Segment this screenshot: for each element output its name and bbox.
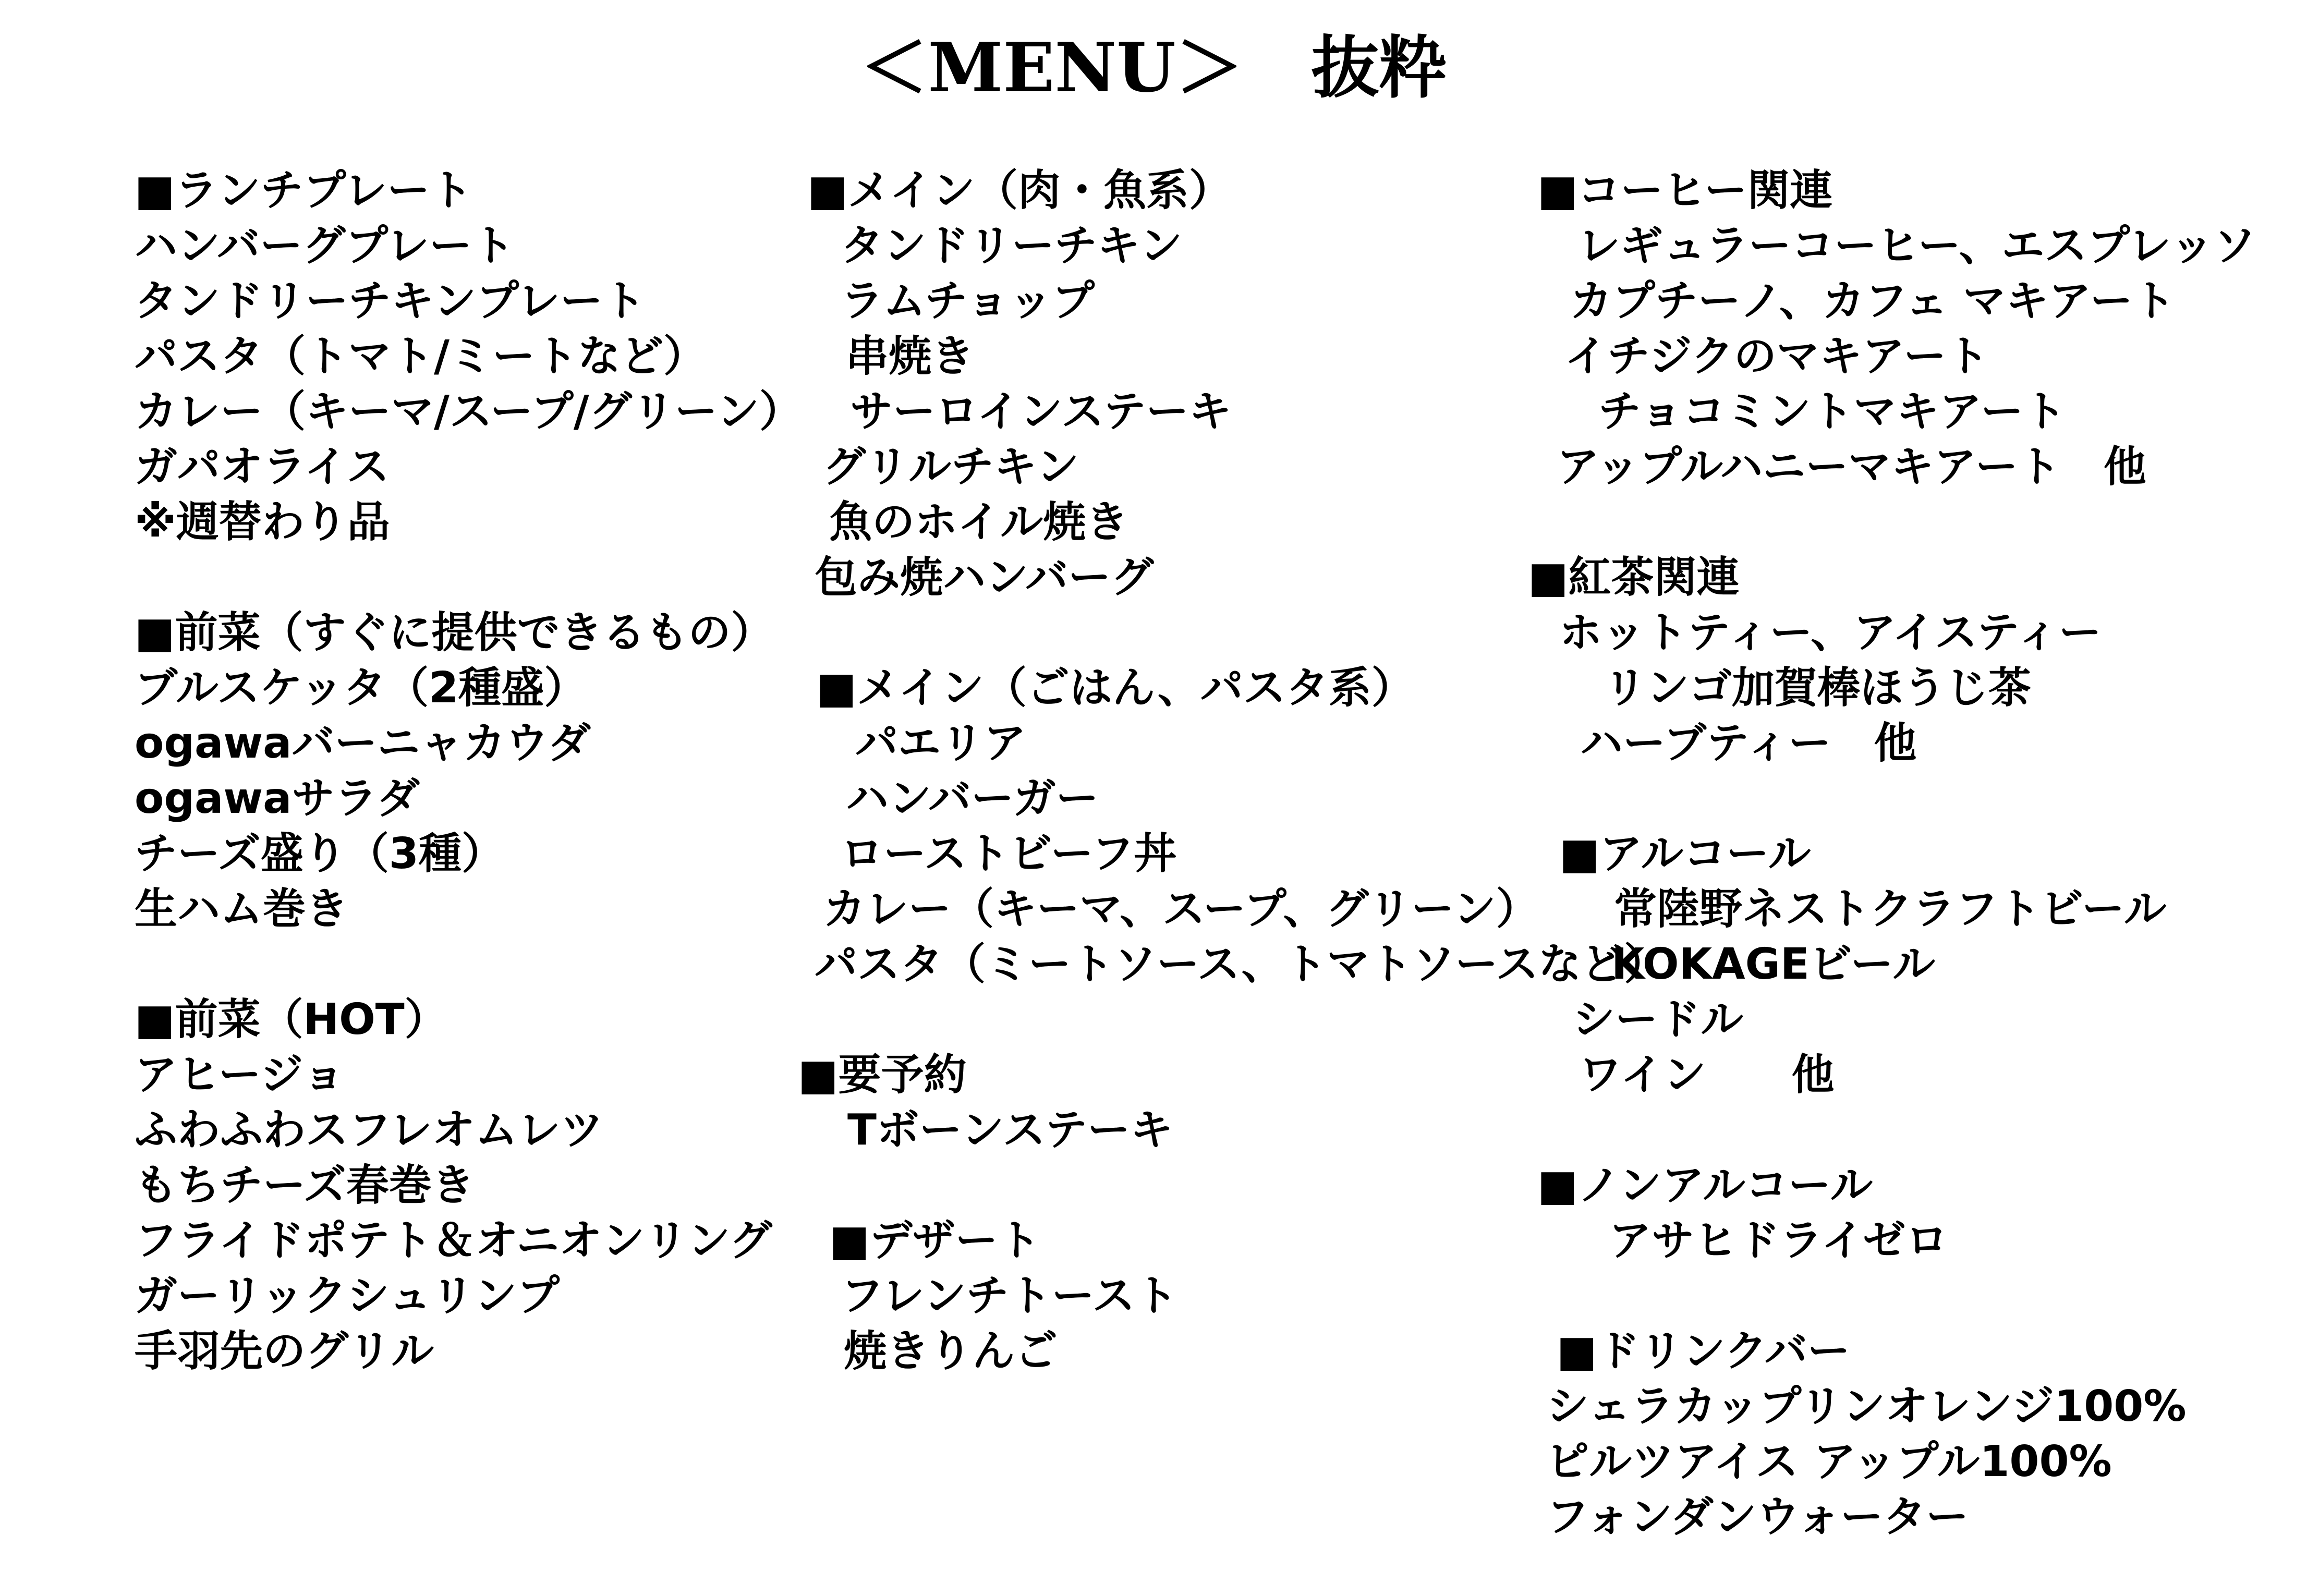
menu-item: タンドリーチキン bbox=[841, 221, 1183, 271]
menu-item: パスタ（ミートソース、トマトソースなど） bbox=[815, 940, 1667, 989]
menu-item: フォンダンウォーター bbox=[1546, 1492, 1969, 1542]
menu-item: チーズ盛り（3種） bbox=[135, 829, 504, 879]
menu-item: ワイン 他 bbox=[1579, 1050, 1835, 1100]
menu-item: リンゴ加賀棒ほうじ茶 bbox=[1604, 663, 2032, 713]
menu-item: カプチーノ、カフェ マキアート bbox=[1570, 276, 2176, 326]
section-heading-tea: ■紅茶関連 bbox=[1528, 553, 1740, 602]
menu-item: ガーリックシュリンプ bbox=[135, 1271, 560, 1321]
menu-item: シードル bbox=[1572, 995, 1744, 1044]
section-heading-coffee: ■コーヒー関連 bbox=[1537, 166, 1833, 215]
section-heading-main-rice-pasta: ■メイン（ごはん、パスタ系） bbox=[816, 663, 1414, 713]
menu-item: 手羽先のグリル bbox=[135, 1326, 434, 1376]
section-heading-main-meat-fish: ■メイン（肉・魚系） bbox=[807, 166, 1232, 215]
menu-item: ホットティー、アイスティー bbox=[1559, 608, 2102, 657]
menu-item: ガパオライス bbox=[135, 442, 390, 492]
menu-item: カレー（キーマ/スープ/グリーン） bbox=[135, 387, 803, 436]
section-heading-reservation: ■要予約 bbox=[798, 1050, 967, 1100]
page-title: ＜MENU＞ 抜粋 bbox=[860, 28, 1447, 107]
menu-item: イチジクのマキアート bbox=[1564, 332, 1989, 381]
menu-item: ※週替わり品 bbox=[135, 497, 390, 547]
menu-item: カレー（キーマ、スープ、グリーン） bbox=[823, 884, 1539, 934]
menu-item: 生ハム巻き bbox=[135, 884, 349, 934]
menu-item: アサヒドライゼロ bbox=[1609, 1216, 1949, 1265]
menu-item: 常陸野ネストクラフトビール bbox=[1614, 884, 2167, 934]
section-heading-drink-bar: ■ドリンクバー bbox=[1557, 1326, 1850, 1376]
menu-item: チョコミントマキアート bbox=[1598, 387, 2067, 436]
menu-item: ogawaサラダ bbox=[135, 774, 420, 823]
section-heading-lunch-plate: ■ランチプレート bbox=[135, 166, 473, 215]
menu-item: ローストビーフ丼 bbox=[841, 829, 1177, 879]
menu-item: KOKAGEビール bbox=[1611, 940, 1935, 989]
menu-item: レギュラーコーヒー、エスプレッソ bbox=[1577, 221, 2256, 271]
menu-item: アヒージョ bbox=[135, 1050, 345, 1100]
menu-item: ハーブティー 他 bbox=[1580, 718, 1917, 768]
section-heading-dessert: ■デザート bbox=[829, 1216, 1041, 1265]
menu-item: ピルツアイス アップル100% bbox=[1546, 1437, 2112, 1487]
menu-item: 串焼き bbox=[846, 332, 975, 381]
menu-item: フレンチトースト bbox=[841, 1271, 1178, 1321]
section-heading-alcohol: ■アルコール bbox=[1559, 829, 1811, 879]
section-heading-non-alcohol: ■ノンアルコール bbox=[1537, 1161, 1873, 1210]
menu-item: シェラカップリンオレンジ100% bbox=[1546, 1382, 2187, 1431]
menu-item: もちチーズ春巻き bbox=[135, 1161, 475, 1210]
menu-item: フライドポテト＆オニオンリング bbox=[135, 1216, 772, 1265]
menu-item: パスタ（トマト/ミートなど） bbox=[135, 332, 706, 381]
menu-item: ハンバーガー bbox=[846, 774, 1099, 823]
menu-item: ラムチョップ bbox=[841, 276, 1095, 326]
menu-item: 包み焼ハンバーグ bbox=[815, 553, 1154, 602]
menu-item: タンドリーチキンプレート bbox=[135, 276, 646, 326]
menu-item: パエリア bbox=[855, 718, 1027, 768]
menu-item: ふわふわスフレオムレツ bbox=[135, 1105, 603, 1155]
section-heading-appetizer-hot: ■前菜（HOT） bbox=[135, 995, 447, 1044]
menu-item: ogawaバーニャカウダ bbox=[135, 718, 591, 768]
menu-item: グリルチキン bbox=[823, 442, 1079, 492]
menu-item: ブルスケッタ（2種盛） bbox=[135, 663, 587, 713]
menu-item: Tボーンステーキ bbox=[847, 1105, 1173, 1155]
menu-item: ハンバーグプレート bbox=[135, 221, 515, 271]
menu-item: 魚のホイル焼き bbox=[829, 497, 1129, 547]
menu-item: 焼きりんご bbox=[844, 1326, 1058, 1376]
menu-item: サーロインステーキ bbox=[850, 387, 1232, 436]
menu-item: アップルハニーマキアート 他 bbox=[1557, 442, 2146, 492]
section-heading-appetizer-quick: ■前菜（すぐに提供できるもの） bbox=[135, 608, 774, 657]
